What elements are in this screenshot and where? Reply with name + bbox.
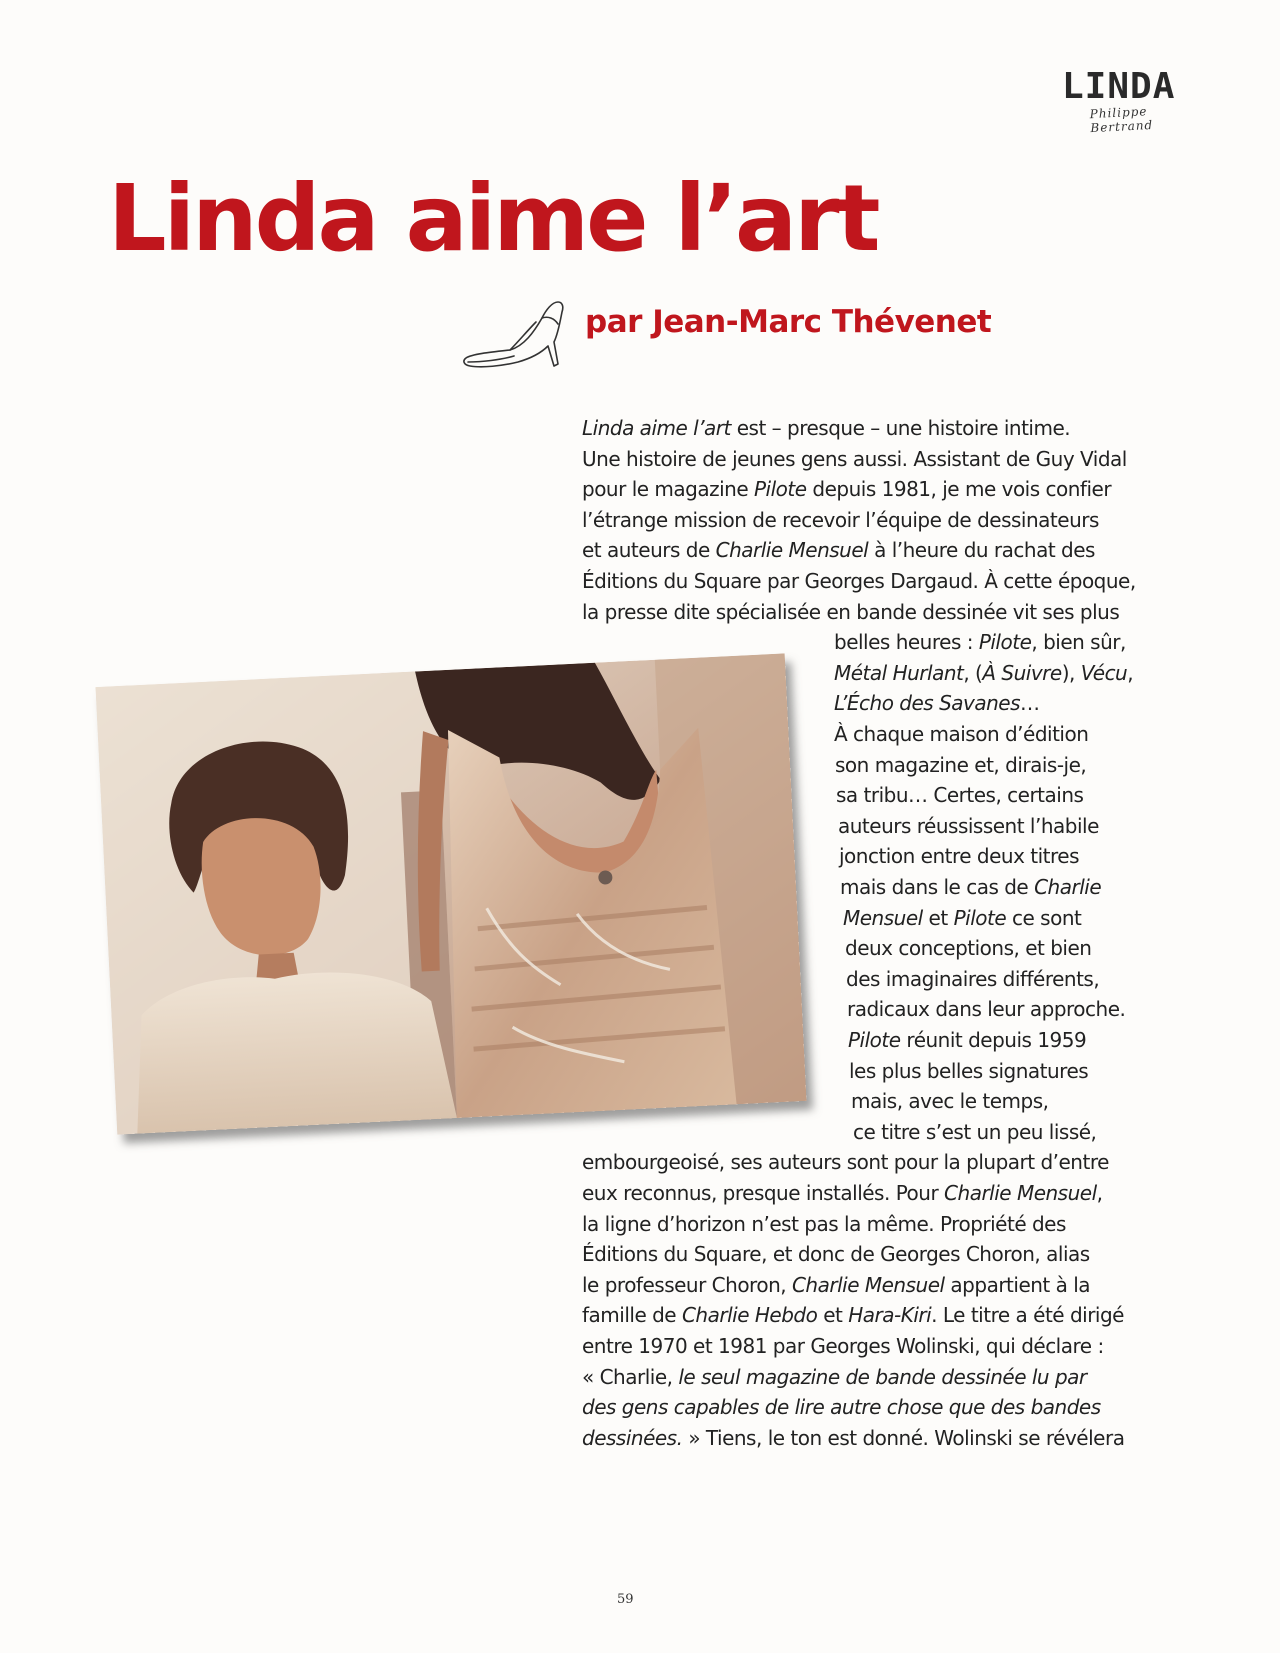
body-text-line: famille de Charlie Hebdo et Hara-Kiri. Le titre a été dirigé <box>582 1303 1124 1328</box>
body-text-line: L’Écho des Savanes… <box>834 691 1040 716</box>
body-text-line: Mensuel et Pilote ce sont <box>843 905 1082 930</box>
body-text-line: pour le magazine Pilote depuis 1981, je me vois confier <box>582 477 1112 502</box>
article-photo <box>95 653 806 1134</box>
body-text-line: la presse dite spécialisée en bande dessinée vit ses plus <box>582 599 1120 624</box>
body-text-line: jonction entre deux titres <box>839 844 1080 869</box>
body-text-line: mais dans le cas de Charlie <box>840 875 1102 899</box>
body-text-line: Linda aime l’art est – presque – une histoire intime. <box>582 416 1071 440</box>
body-text-line: Éditions du Square par Georges Dargaud. À cette époque, <box>582 569 1136 593</box>
body-text-line: Métal Hurlant, (À Suivre), Vécu, <box>834 660 1134 685</box>
body-text-line: eux reconnus, presque installés. Pour Charlie Mensuel, <box>582 1181 1103 1205</box>
body-text-line: belles heures : Pilote, bien sûr, <box>834 630 1126 655</box>
body-text-line: Éditions du Square, et donc de Georges Choron, alias <box>582 1242 1090 1267</box>
body-text-line: deux conceptions, et bien <box>845 936 1092 961</box>
body-text-line: dessinées. » Tiens, le ton est donné. Wolinski se révélera <box>582 1425 1125 1450</box>
article-byline: par Jean-Marc Thévenet <box>585 304 992 340</box>
logo-title: LINDA <box>1062 66 1176 107</box>
body-text-line: entre 1970 et 1981 par Georges Wolinski, qui déclare : <box>582 1334 1104 1358</box>
body-text-line: embourgeoisé, ses auteurs sont pour la plupart d’entre <box>582 1150 1109 1175</box>
body-text-line: Une histoire de jeunes gens aussi. Assistant de Guy Vidal <box>582 446 1127 471</box>
page-number: 59 <box>617 1592 634 1607</box>
body-text-line: le professeur Choron, Charlie Mensuel appartient à la <box>582 1272 1091 1297</box>
logo-signature: Philippe Bertrand <box>1089 104 1154 136</box>
vintage-photo-icon <box>95 653 806 1134</box>
high-heel-shoe-icon <box>462 296 572 378</box>
body-text-line: sa tribu… Certes, certains <box>836 783 1084 808</box>
body-text-line: son magazine et, dirais-je, <box>835 752 1087 777</box>
body-text-line: la ligne d’horizon n’est pas la même. Propriété des <box>582 1211 1066 1236</box>
body-text-line: l’étrange mission de recevoir l’équipe de dessinateurs <box>582 507 1099 532</box>
body-text-line: radicaux dans leur approche. <box>847 997 1126 1022</box>
body-text-line: et auteurs de Charlie Mensuel à l’heure du rachat des <box>582 538 1095 563</box>
body-text-line: des gens capables de lire autre chose que des bandes <box>582 1395 1101 1420</box>
article-title: Linda aime l’art <box>108 165 878 272</box>
linda-logo <box>1062 66 1212 136</box>
body-text-line: mais, avec le temps, <box>851 1089 1049 1114</box>
body-text-line: À chaque maison d’édition <box>834 722 1089 746</box>
body-text-line: auteurs réussissent l’habile <box>838 813 1099 838</box>
body-text-line: ce titre s’est un peu lissé, <box>853 1119 1097 1144</box>
body-text-line: des imaginaires différents, <box>846 966 1100 991</box>
body-text-line: les plus belles signatures <box>849 1058 1089 1083</box>
body-text-line: « Charlie, le seul magazine de bande dessinée lu par <box>582 1364 1087 1389</box>
body-text-line: Pilote réunit depuis 1959 <box>848 1028 1087 1052</box>
